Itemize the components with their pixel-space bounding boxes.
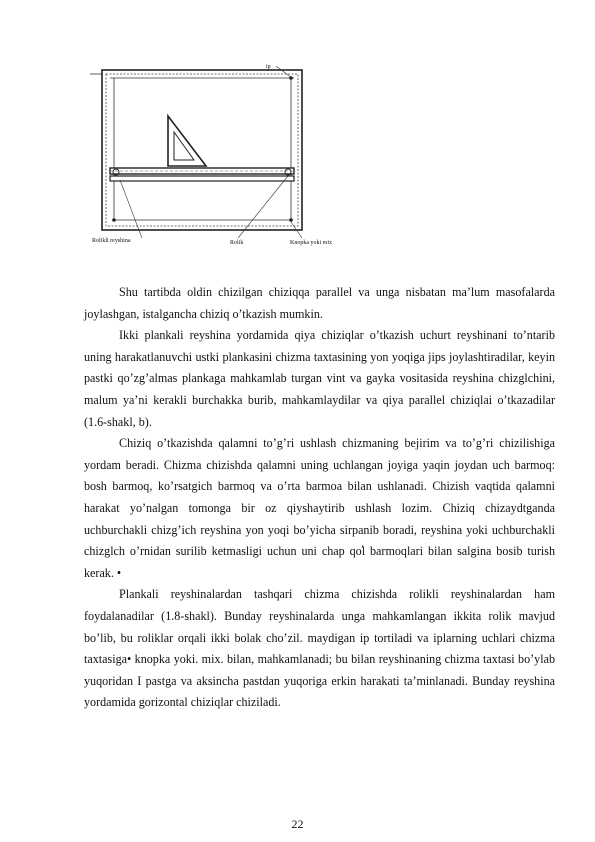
paragraph-2: Ikki plankali reyshina yordamida qiya chiziqlar o’tkazish uchurt reyshinani to’ntarib uning harakatlanuvchi ustki plankasini chizma taxtasining yon yoqiga jips joylashtiradilar, keyin pastki qo’zg’almas plankaga mahkamlab turgan vint va gayka vositasida reyshina chizglchini, malum ya’ni kerakli burchakka burib, mahkamlaydilar va qiya parallel chiziqlai o’tkazadilar (1.6-shakl, b). bbox=[84, 328, 555, 429]
label-knopka: Knopka yoki mix bbox=[290, 240, 332, 246]
label-rolik: Rolik bbox=[230, 240, 244, 246]
drawing-board-illustration bbox=[80, 52, 350, 252]
paragraph-4: Plankali reyshinalardan tashqari chizma chizishda rolikli reyshinalardan ham foydalanadilar (1.8-shakl). Bunday reyshinalarda unga mahkamlangan ikkita rolik mavjud bo’lib, bu roliklar orqali ikki bolak cho’zil. maydigan ip tortiladi va iplarning uchlari chizma taxtasiga• knopka yoki. mix. bilan, mahkamlanadi; bu bilan reyshinaning chizma taxtasi bo’ylab yuqoridan I pastga va aksincha pastdan yuqoriga erkin harakati ta’minlanadi. Bunday reyshina yordamida gorizontal chiziqlar chiziladi. bbox=[84, 587, 555, 710]
paragraph-1: Shu tartibda oldin chizilgan chiziqqa parallel va unga nisbatan ma’lum masofalarda joylashgan, istalgancha chiziq o’tkazish mumkin. bbox=[84, 285, 555, 321]
paragraph-3: Chiziq o’tkazishda qalamni to’g’ri ushlash chizmaning bejirim va to’g’ri chizilishiga yordam beradi. Chizma chizishda qalamni uning uchlangan joyiga yaqin joydan uch barmoq: bosh barmoq, ko’rsatgich barmoq va o’rta barmoa bilan ushlanadi. Chizish vaqtida qalamni harakat yo’nalgan tomonga bir oz qiyshaytirib ushlash lozim. Chiziq chizaydtganda uchburchakli chizg’ich reyshina yon yoqi bo’yicha sirpanib boradi, reyshina yoki uchburchakli chizglch o’rnidan surilib ketmasligi uchun uni chap qo̕l barmoqlari bilan salgina bosib turish kerak. • bbox=[84, 436, 555, 580]
body-text bbox=[84, 282, 555, 714]
label-ip: ip bbox=[266, 64, 271, 70]
figure-drawing-board bbox=[80, 52, 350, 252]
label-rolikli-reyshina: Rolikli reyshina bbox=[92, 238, 131, 244]
page-number: 22 bbox=[291, 817, 304, 831]
